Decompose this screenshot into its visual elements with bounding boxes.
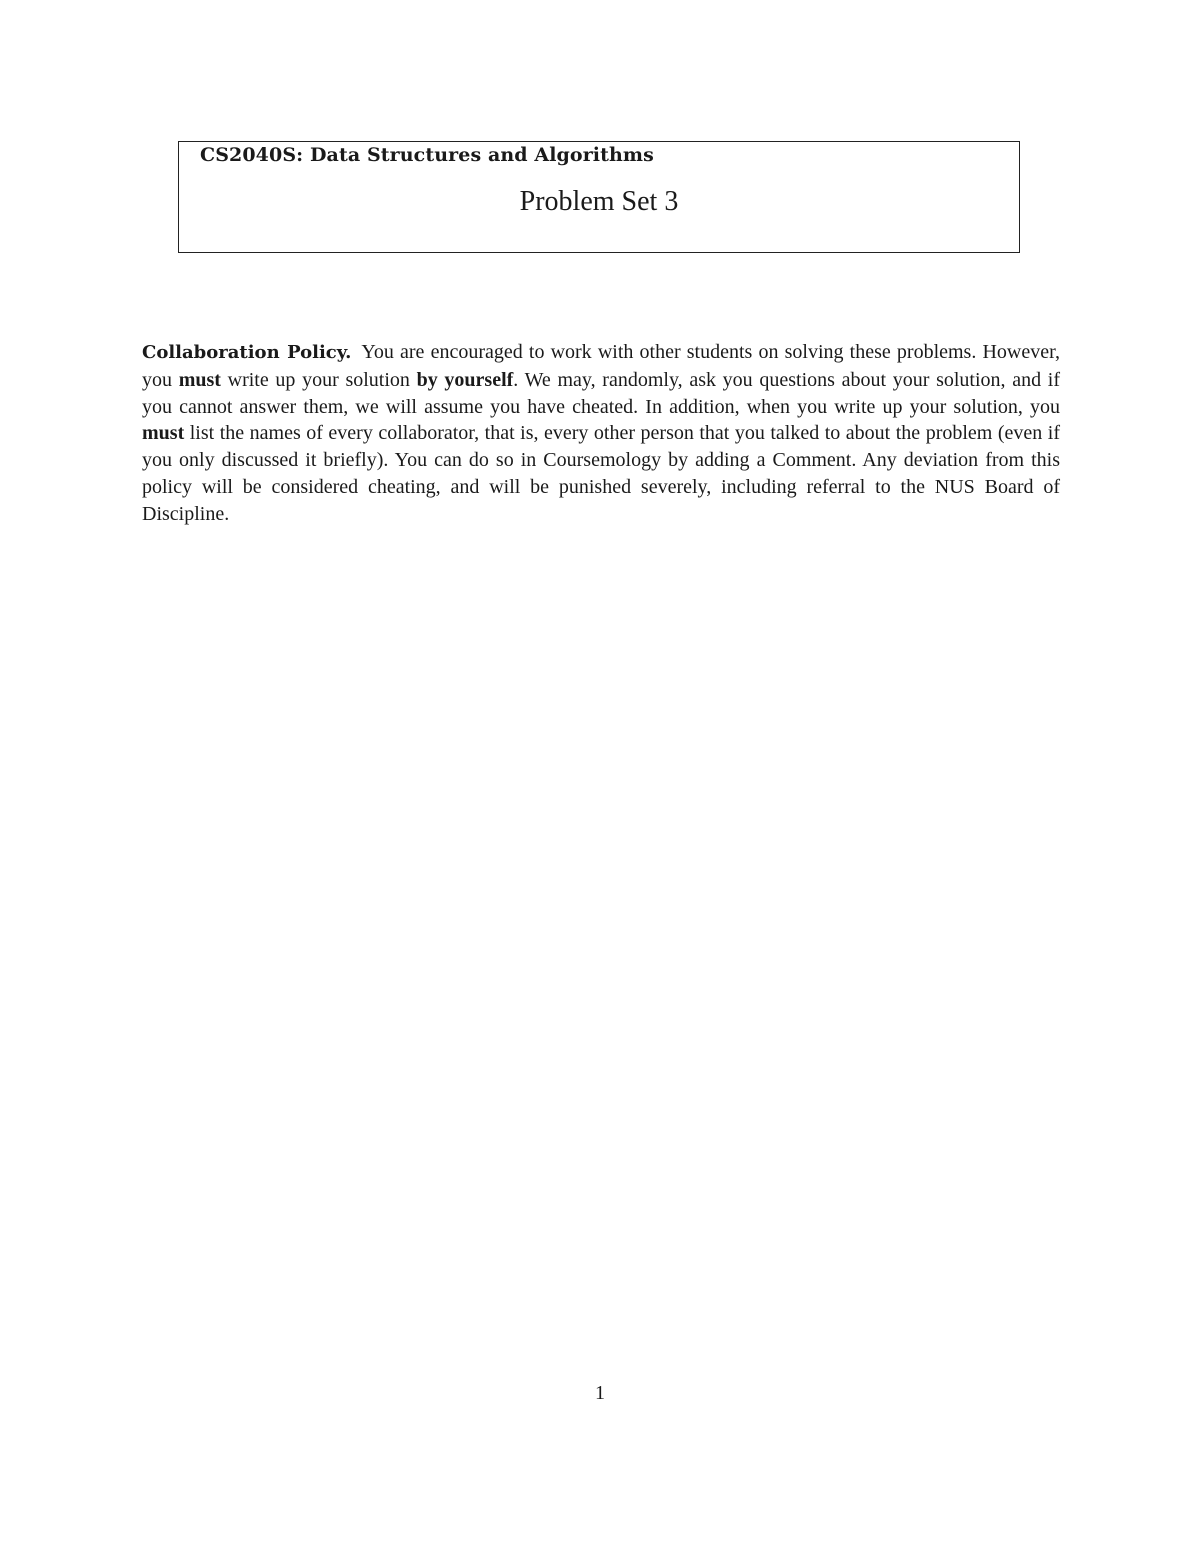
page-title: Problem Set 3 [519,186,679,217]
policy-emphasis-by-yourself: by yourself [416,368,514,391]
policy-text-1: You are encouraged to work with other students on solving these problems. However, you [142,341,1060,391]
policy-label: Collaboration Policy. [142,342,352,363]
policy-emphasis-must: must [178,368,221,391]
policy-text-3: . We may, randomly, ask you questions about your solution, and if you cannot answer them, we will assume you have cheated. In addition, when you write up your solution, you [142,368,1061,418]
page-number: 1 [595,1382,605,1404]
policy-text-4: list the names of every collaborator, that is, every other person that you talked to about the problem (even if you only discussed it briefly). You can do so in Coursemology by adding a Comment. Any deviation from this policy will be considered cheating, and will be punished severely, including referral to the NUS Board of Discipline. [142,422,1060,525]
course-title: CS2040S: Data Structures and Algorithms [200,144,654,166]
collaboration-policy-paragraph [142,339,1060,528]
policy-text-2: write up your solution [220,368,417,391]
policy-emphasis-must-2: must [142,422,185,445]
header-box [178,141,1020,253]
